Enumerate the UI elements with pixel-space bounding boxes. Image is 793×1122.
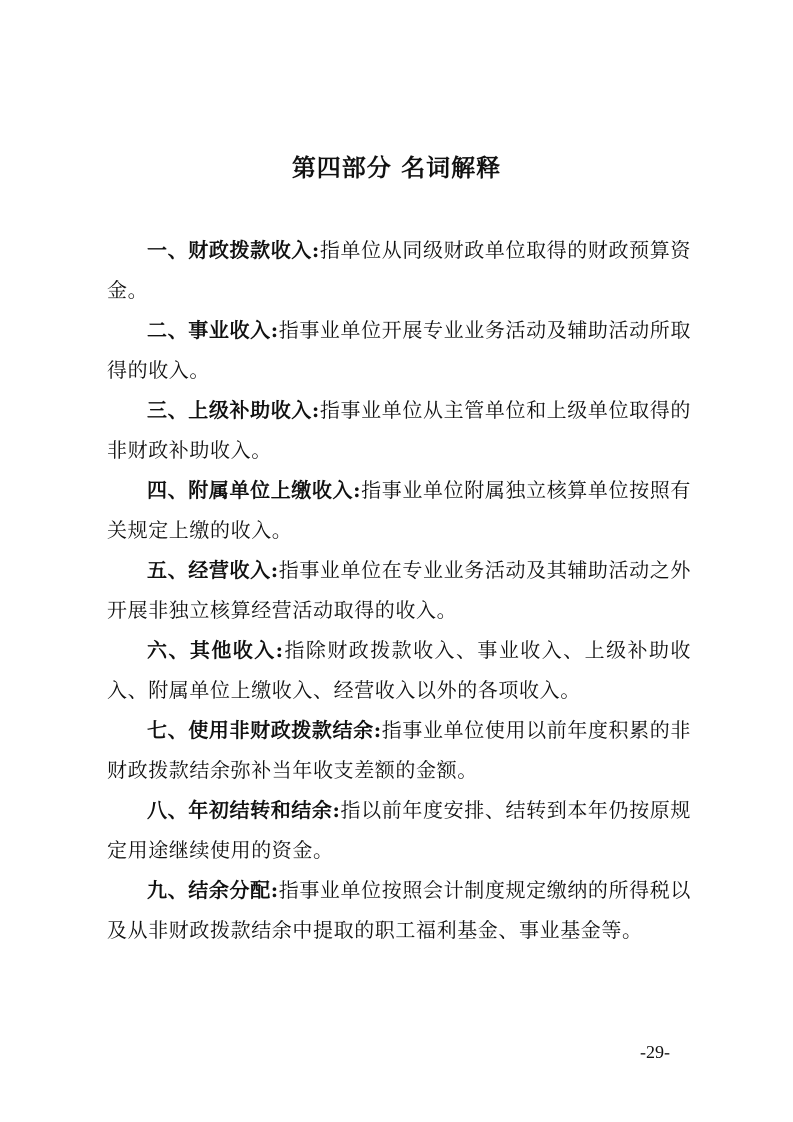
term-definition: 指事业单位按照会计制度规定缴纳的所得税以及从非财政拨款结余中提取的职工福利基金、事业基金等。 (107, 878, 691, 942)
term-definition: 指除财政拨款收入、事业收入、上级补助收入、附属单位上缴收入、经营收入以外的各项收入。 (107, 638, 691, 702)
term-definition: 指事业单位开展专业业务活动及辅助活动所取得的收入。 (107, 318, 691, 382)
term-name: 四、附属单位上缴收入: (147, 478, 362, 502)
term-definition: 指事业单位从主管单位和上级单位取得的非财政补助收入。 (107, 398, 691, 462)
definition-list (107, 230, 691, 950)
page-title: 第四部分 名词解释 (291, 153, 502, 182)
term-name: 五、经营收入: (147, 558, 279, 582)
term-name: 八、年初结转和结余: (147, 798, 341, 822)
term-paragraph (107, 230, 691, 310)
term-paragraph (107, 790, 691, 870)
term-paragraph (107, 550, 691, 630)
term-name: 二、事业收入: (147, 318, 279, 342)
term-paragraph (107, 470, 691, 550)
term-name: 七、使用非财政拨款结余: (147, 718, 382, 742)
term-name: 九、结余分配: (147, 878, 279, 902)
term-paragraph (107, 310, 691, 390)
term-name: 一、财政拨款收入: (147, 238, 320, 262)
term-name: 三、上级补助收入: (147, 398, 320, 422)
term-paragraph (107, 710, 691, 790)
term-paragraph (107, 630, 691, 710)
page-number: -29- (640, 1042, 670, 1062)
term-definition: 指以前年度安排、结转到本年仍按原规定用途继续使用的资金。 (107, 798, 691, 862)
term-name: 六、其他收入: (147, 638, 284, 662)
term-definition: 指事业单位在专业业务活动及其辅助活动之外开展非独立核算经营活动取得的收入。 (107, 558, 691, 622)
term-paragraph (107, 390, 691, 470)
term-paragraph (107, 870, 691, 950)
term-definition: 指单位从同级财政单位取得的财政预算资金。 (107, 238, 691, 302)
term-definition: 指事业单位附属独立核算单位按照有关规定上缴的收入。 (107, 478, 691, 542)
term-definition: 指事业单位使用以前年度积累的非财政拨款结余弥补当年收支差额的金额。 (107, 718, 691, 782)
